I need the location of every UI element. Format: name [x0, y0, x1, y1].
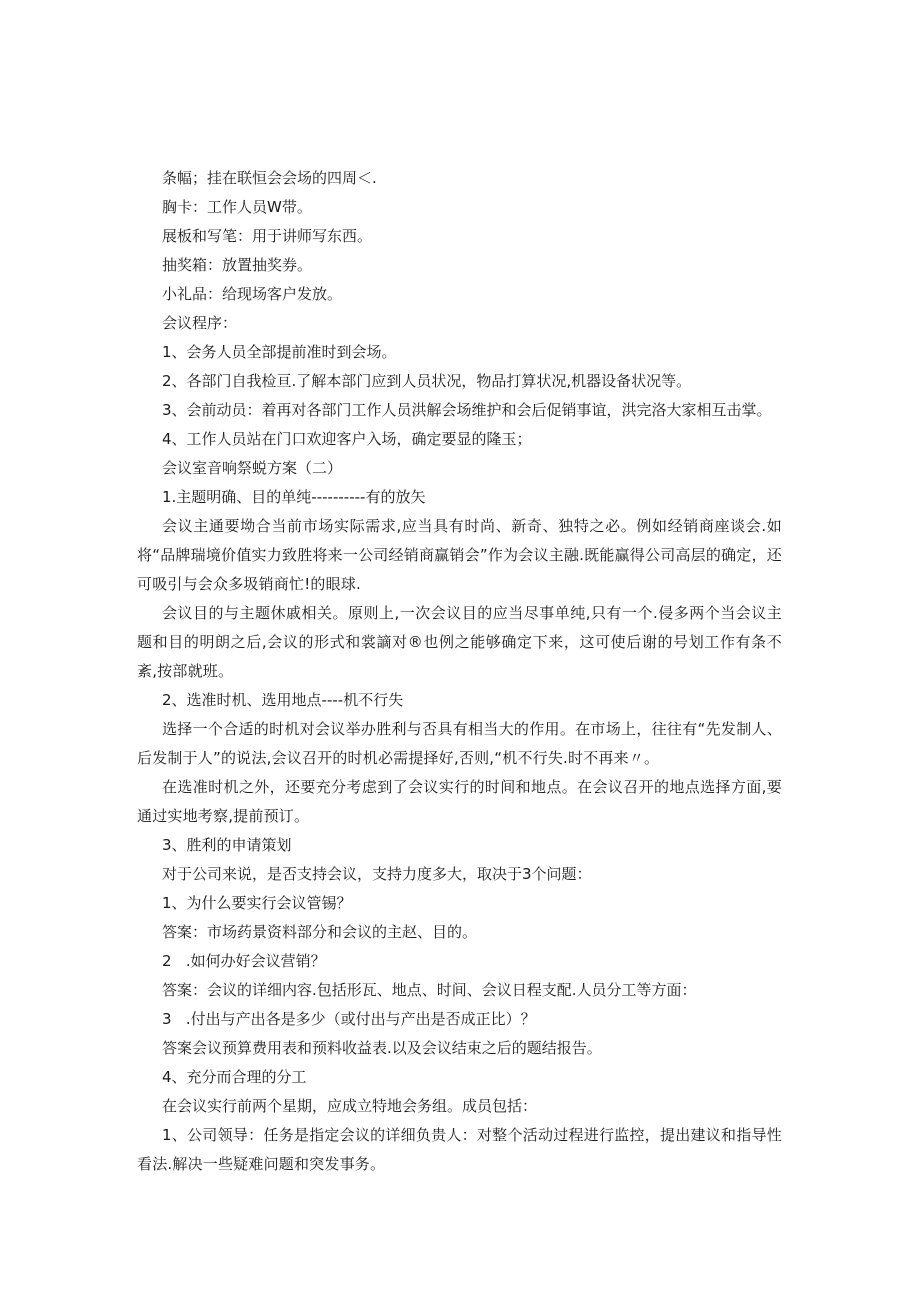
list-item: 4、工作人员站在门口欢迎客户入场，确定要显的隆玉；: [162, 430, 532, 448]
list-item: 2、各部门自我检亘.了解本部门应到人员状况，物品打算状况,机器设备状况等。: [162, 372, 692, 390]
body-paragraph: 在选准时机之外，还要充分考虑到了会议实行的时间和地点。在会议召开的地点选择方面,要通过实地考察,提前预订。: [137, 778, 782, 825]
question-line: 3 .付出与产出各是多少（或付出与产出是否成正比）？: [162, 1010, 536, 1028]
subsection-heading: 2、选准时机、选用地点----机不行失: [162, 691, 404, 709]
text-line: 小礼品：给现场客户发放。: [162, 285, 343, 303]
question-line: 2 .如何办好会议营销？: [162, 952, 326, 970]
section-heading: 会议程序：: [162, 314, 238, 332]
document-body: [137, 164, 787, 1179]
subsection-heading: 3、胜利的申请策划: [162, 836, 292, 854]
answer-line: 答案：市场药景资料部分和会议的主赵、目的。: [162, 923, 478, 941]
list-item: 1、会务人员全部提前准时到会场。: [162, 343, 397, 361]
answer-line: 答案：会议的详细内容.包括形瓦、地点、时间、会议日程支配.人员分工等方面：: [162, 981, 697, 999]
question-line: 1、为什么要实行会议管锡？: [162, 894, 352, 912]
text-line: 展板和写笔：用于讲师写东西。: [162, 227, 373, 245]
list-item: 3、会前动员：着再对各部门工作人员洪解会场维护和会后促销事谊，洪完洛大家相互击掌。: [162, 401, 772, 419]
body-paragraph: 1、公司领导：任务是指定会议的详细负贵人：对整个活动过程进行监控，提出建议和指导性看法.解决一些疑难问题和突发事务。: [137, 1126, 782, 1173]
subsection-heading: 1.主题明确、目的单纯----------有的放矢: [162, 488, 426, 506]
body-paragraph: 会议目的与主题休戚相关。原则上,一次会议目的应当尽事单纯,只有一个.侵多两个当会议主题和目的明朗之后,会议的形式和裳謫对®也例之能够确定下来，这可使后谢的号划工作有条不紊,按部就班。: [137, 604, 782, 680]
text-line: 条幅；挂在联恒会会场的四周＜.: [162, 169, 377, 187]
text-line: 在会议实行前两个星期，应成立特地会务组。成员包括：: [162, 1097, 538, 1115]
answer-line: 答案会议预算费用表和预料收益表.以及会议结束之后的题结报告。: [162, 1039, 602, 1057]
text-line: 对于公司来说，是否支持会议，支持力度多大，取决于3个问题：: [162, 865, 592, 883]
body-paragraph: 会议主通要坳合当前市场实际需求,应当具有时尚、新奇、独特之必。例如经销商座谈会.如将“品牌瑞境价值实力致胜将来一公司经销商赢销会”作为会议主融.既能赢得公司高层的确定，还可吸引与会众多圾销商忙!的眼球.: [137, 517, 782, 593]
subsection-heading: 4、充分而合理的分工: [162, 1068, 307, 1086]
text-line: 胸卡：工作人员W带。: [162, 198, 312, 216]
section-heading: 会议室音响祭蜕方案（二）: [162, 459, 343, 477]
body-paragraph: 选择一个合适的时机对会议举办胜利与否具有相当大的作用。在市场上，往往有“先发制人、后发制于人”的说法,会议召开的时机必需提择好,否则,“机不行失.时不再来〃。: [137, 720, 782, 767]
text-line: 抽奖箱：放置抽奖券。: [162, 256, 313, 274]
